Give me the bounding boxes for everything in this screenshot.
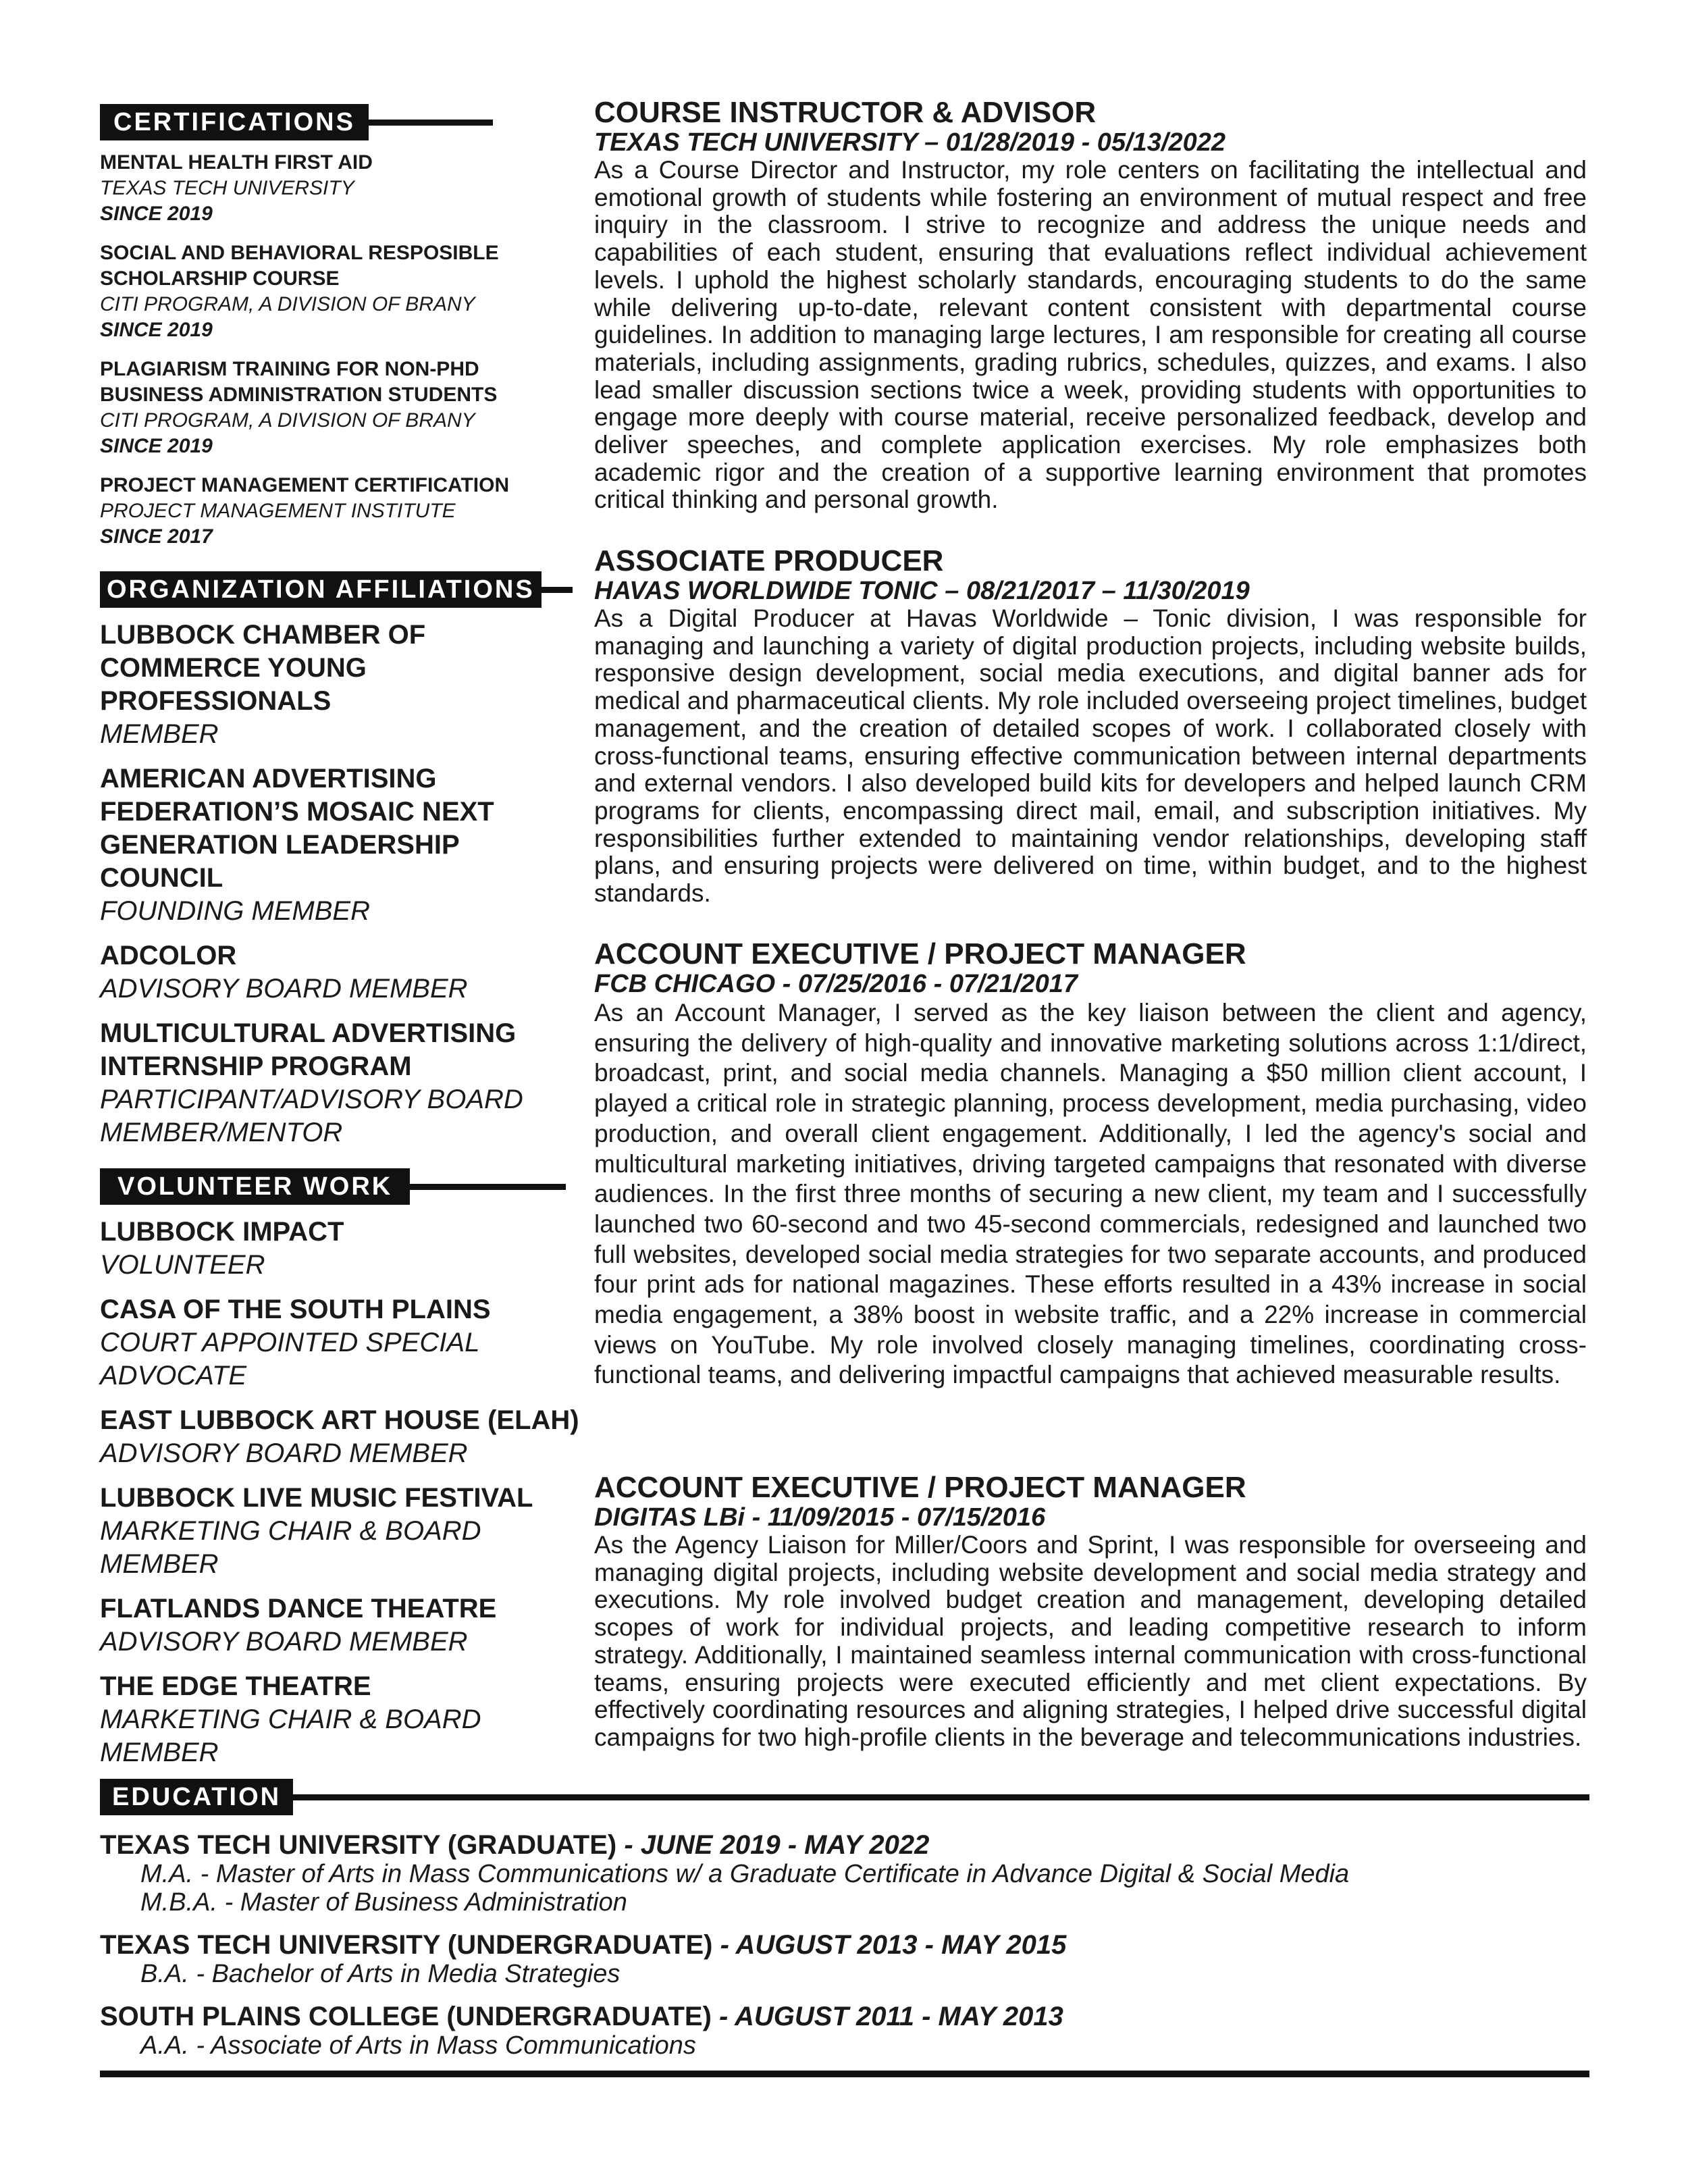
certification-org: CITI PROGRAM, A DIVISION OF BRANY xyxy=(100,293,475,315)
affiliation-name: LUBBOCK CHAMBER OF COMMERCE YOUNG PROFESSIONALS xyxy=(100,620,426,716)
affiliation-role: FOUNDING MEMBER xyxy=(100,896,370,926)
education-school-line xyxy=(100,1930,1589,1960)
education-list xyxy=(100,1830,1589,2060)
affiliation-item xyxy=(100,762,573,928)
certification-name: MENTAL HEALTH FIRST AID xyxy=(100,151,373,174)
education-dates: - AUGUST 2011 - MAY 2013 xyxy=(711,2002,1063,2031)
volunteer-role: ADVISORY BOARD MEMBER xyxy=(100,1438,468,1468)
education-rule xyxy=(293,1794,1589,1800)
education-school-line xyxy=(100,1830,1589,1860)
volunteer-name: EAST LUBBOCK ART HOUSE (ELAH) xyxy=(100,1405,579,1435)
certification-since: SINCE 2019 xyxy=(100,203,213,225)
affiliations-header xyxy=(100,571,573,608)
certification-item xyxy=(100,473,532,550)
volunteer-role: MARKETING CHAIR & BOARD MEMBER xyxy=(100,1516,481,1579)
volunteer-item xyxy=(100,1592,586,1659)
certification-since: SINCE 2017 xyxy=(100,525,213,548)
certification-name: PLAGIARISM TRAINING FOR NON-PHD BUSINESS ADMINISTRATION STUDENTS xyxy=(100,358,498,406)
volunteer-item xyxy=(100,1482,586,1581)
job-org-dates: HAVAS WORLDWIDE TONIC – 08/21/2017 – 11/30/2019 xyxy=(594,577,1250,605)
certification-item xyxy=(100,357,532,459)
affiliation-name: ADCOLOR xyxy=(100,941,237,970)
education-degree: B.A. - Bachelor of Arts in Media Strategies xyxy=(140,1960,621,1988)
volunteer-name: THE EDGE THEATRE xyxy=(100,1671,371,1701)
certification-org: CITI PROGRAM, A DIVISION OF BRANY xyxy=(100,409,475,432)
certification-name: PROJECT MANAGEMENT CERTIFICATION xyxy=(100,474,510,496)
certification-org: TEXAS TECH UNIVERSITY xyxy=(100,177,354,199)
volunteer-header xyxy=(100,1168,566,1205)
certifications-heading: CERTIFICATIONS xyxy=(100,104,369,140)
education-item xyxy=(100,1930,1589,1988)
affiliation-name: AMERICAN ADVERTISING FEDERATION’S MOSAIC NEXT GENERATION LEADERSHIP COUNCIL xyxy=(100,764,494,893)
affiliation-role: MEMBER xyxy=(100,719,219,749)
job-title: ACCOUNT EXECUTIVE / PROJECT MANAGER xyxy=(594,937,1246,970)
education-item xyxy=(100,1830,1589,1917)
volunteer-item xyxy=(100,1404,586,1470)
education-school: TEXAS TECH UNIVERSITY (GRADUATE) xyxy=(100,1830,617,1860)
volunteer-item xyxy=(100,1216,586,1282)
education-dates: - JUNE 2019 - MAY 2022 xyxy=(616,1830,930,1860)
education-dates: - AUGUST 2013 - MAY 2015 xyxy=(712,1930,1067,1960)
affiliation-item xyxy=(100,619,573,751)
job-title: ACCOUNT EXECUTIVE / PROJECT MANAGER xyxy=(594,1471,1246,1504)
volunteer-name: CASA OF THE SOUTH PLAINS xyxy=(100,1295,491,1324)
affiliation-name: MULTICULTURAL ADVERTISING INTERNSHIP PROGRAM xyxy=(100,1018,517,1081)
job-org-dates: FCB CHICAGO - 07/25/2016 - 07/21/2017 xyxy=(594,970,1078,998)
certification-item xyxy=(100,150,532,227)
experience-item xyxy=(594,546,1587,908)
affiliations-heading: ORGANIZATION AFFILIATIONS xyxy=(100,571,542,608)
job-description: As the Agency Liaison for Miller/Coors and Sprint, I was responsible for overseeing and managing digital projects, including website development and social media strategy and executions. My role involved budget creation and management, developing detailed scopes of work for individual projects, and leading competitive research to inform strategy. Additionally, I maintained seamless internal communication with cross-functional teams, ensuring projects were executed efficiently and met client expectations. By effectively coordinating resources and aligning strategies, I helped drive successful digital campaigns for two high-profile clients in the beverage and telecommunications industries. xyxy=(594,1531,1587,1751)
certification-org: PROJECT MANAGEMENT INSTITUTE xyxy=(100,500,456,522)
volunteer-item xyxy=(100,1670,586,1769)
job-title: COURSE INSTRUCTOR & ADVISOR xyxy=(594,96,1097,129)
education-school-line xyxy=(100,2002,1589,2031)
bottom-divider xyxy=(100,2071,1589,2077)
experience-item xyxy=(594,97,1587,514)
education-school: TEXAS TECH UNIVERSITY (UNDERGRADUATE) xyxy=(100,1930,713,1960)
job-description: As a Digital Producer at Havas Worldwide – Tonic division, I was responsible for managing and launching a variety of digital production projects, including website builds, responsive design development, social media executions, and digital banner ads for medical and pharmaceutical clients. My role included overseeing project timelines, budget management, and the creation of detailed scopes of work. I collaborated closely with cross-functional teams, ensuring effective communication between internal departments and external vendors. I also developed build kits for developers and helped launch CRM programs for clients, encompassing direct mail, email, and subscription initiatives. My responsibilities further extended to maintaining vendor relationships, developing staff plans, and ensuring projects were delivered on time, within budget, and to the highest standards. xyxy=(594,604,1587,908)
certifications-header xyxy=(100,104,493,140)
education-degree: M.B.A. - Master of Business Administration xyxy=(140,1888,627,1917)
job-title: ASSOCIATE PRODUCER xyxy=(594,544,944,577)
affiliation-role: PARTICIPANT/ADVISORY BOARD MEMBER/MENTOR xyxy=(100,1085,523,1147)
volunteer-role: ADVISORY BOARD MEMBER xyxy=(100,1627,468,1657)
volunteer-item xyxy=(100,1293,586,1393)
education-degree: M.A. - Master of Arts in Mass Communications w/ a Graduate Certificate in Advance Digital & Social Media xyxy=(140,1860,1350,1888)
job-description: As a Course Director and Instructor, my role centers on facilitating the intellectual and emotional growth of students while fostering an environment of mutual respect and free inquiry in the classroom. I strive to recognize and address the unique needs and capabilities of each student, ensuring that evaluations reflect individual achievement levels. I uphold the highest scholarly standards, encouraging students to do the same while delivering up-to-date, relevant content consistent with departmental course guidelines. In addition to managing large lectures, I am responsible for creating all course materials, including assignments, grading rubrics, schedules, quizzes, and exams. I also lead smaller discussion sections twice a week, providing students with opportunities to engage more deeply with course material, receive personalized feedback, develop and deliver speeches, and complete application exercises. My role emphasizes both academic rigor and the creation of a supportive learning environment that promotes critical thinking and personal growth. xyxy=(594,156,1587,514)
education-header xyxy=(100,1779,1589,1815)
affiliation-list xyxy=(100,619,573,1149)
affiliation-item xyxy=(100,939,573,1006)
volunteer-rule xyxy=(410,1184,566,1190)
volunteer-name: FLATLANDS DANCE THEATRE xyxy=(100,1594,497,1623)
volunteer-name: LUBBOCK LIVE MUSIC FESTIVAL xyxy=(100,1483,533,1513)
certification-list xyxy=(100,150,532,550)
certification-item xyxy=(100,240,532,343)
affiliations-rule xyxy=(542,587,573,593)
volunteer-list xyxy=(100,1216,586,1769)
experience-item xyxy=(594,1472,1587,1752)
volunteer-role: COURT APPOINTED SPECIAL ADVOCATE xyxy=(100,1328,479,1390)
volunteer-name: LUBBOCK IMPACT xyxy=(100,1217,344,1247)
affiliation-item xyxy=(100,1017,573,1149)
volunteer-role: MARKETING CHAIR & BOARD MEMBER xyxy=(100,1705,481,1767)
certification-since: SINCE 2019 xyxy=(100,319,213,341)
job-org-dates: DIGITAS LBi - 11/09/2015 - 07/15/2016 xyxy=(594,1503,1046,1532)
education-school: SOUTH PLAINS COLLEGE (UNDERGRADUATE) xyxy=(100,2002,712,2031)
certification-since: SINCE 2019 xyxy=(100,435,213,457)
volunteer-role: VOLUNTEER xyxy=(100,1250,265,1280)
education-item xyxy=(100,2002,1589,2060)
job-org-dates: TEXAS TECH UNIVERSITY – 01/28/2019 - 05/13/2022 xyxy=(594,128,1225,157)
certifications-rule xyxy=(369,120,493,126)
experience-item xyxy=(594,939,1587,1390)
education-degree: A.A. - Associate of Arts in Mass Communications xyxy=(140,2031,696,2060)
education-heading: EDUCATION xyxy=(100,1779,293,1815)
job-description: As an Account Manager, I served as the key liaison between the client and agency, ensuring the delivery of high-quality and innovative marketing solutions across 1:1/direct, broadcast, print, and social media channels. Managing a $50 million client account, I played a critical role in strategic planning, process development, media purchasing, video production, and overall client engagement. Additionally, I led the agency's social and multicultural marketing initiatives, driving targeted campaigns that resonated with diverse audiences. In the first three months of securing a new client, my team and I successfully launched two 60-second and two 45-second commercials, redesigned and launched two full websites, developed social media strategies for two separate accounts, and produced four print ads for national magazines. These efforts resulted in a 43% increase in social media engagement, a 38% boost in website traffic, and a 22% increase in commercial views on YouTube. My role involved closely managing timelines, coordinating cross-functional teams, and delivering impactful campaigns that achieved measurable results. xyxy=(594,999,1587,1389)
affiliation-role: ADVISORY BOARD MEMBER xyxy=(100,974,468,1004)
certification-name: SOCIAL AND BEHAVIORAL RESPOSIBLE SCHOLARSHIP COURSE xyxy=(100,242,499,290)
volunteer-heading: VOLUNTEER WORK xyxy=(100,1168,410,1205)
